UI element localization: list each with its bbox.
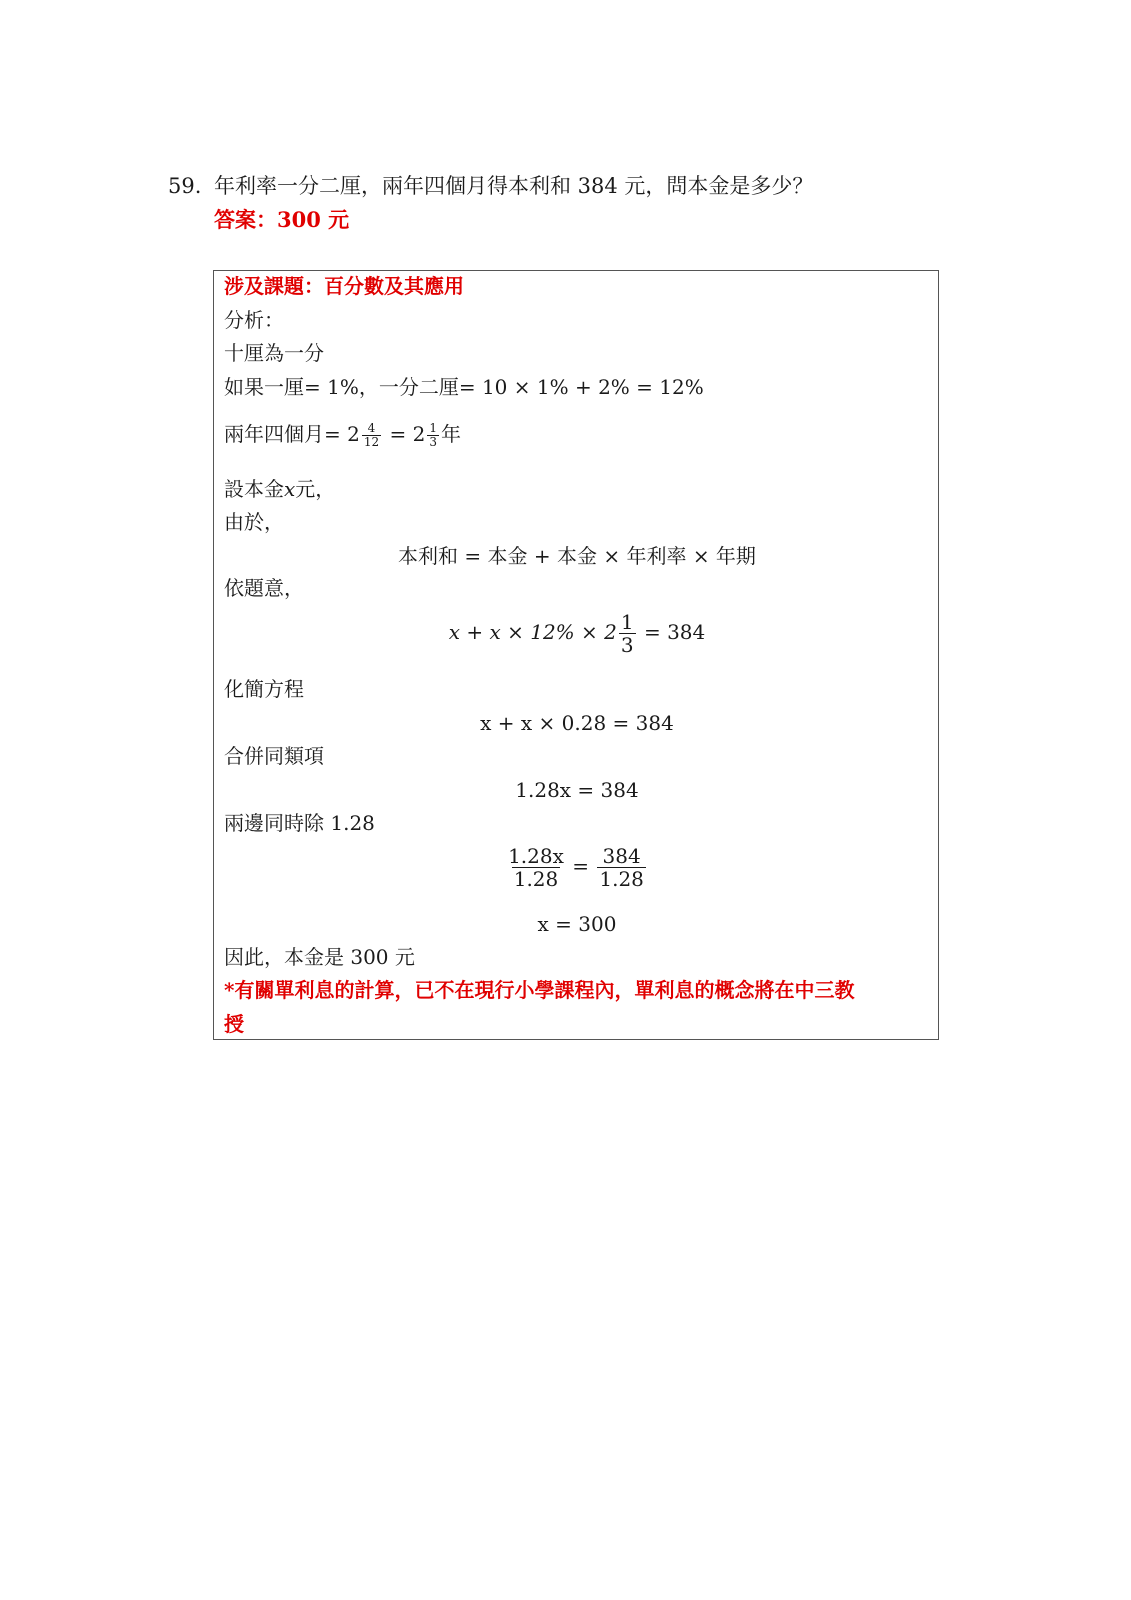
equation-2: x + x × 0.28 = 384 xyxy=(480,711,674,735)
note-continued: 授 xyxy=(224,1012,244,1036)
text-line-mixed-fraction: 兩年四個月= 2 $\frac{4}{12}$ = 2 $\frac{1}{3}$ 年 xyxy=(224,420,461,449)
equation-1: x + x × 12% × 2 $\frac{1}{3}$ = 384 xyxy=(448,610,706,657)
fraction: $\frac{1}{3}$ xyxy=(429,420,437,449)
conclusion: 因此，本金是 300 元 xyxy=(224,945,415,969)
note: *有關單利息的計算，已不在現行小學課程內，單利息的概念將在中三教 xyxy=(224,978,855,1002)
formula: 本利和 = 本金 + 本金 × 年利率 × 年期 xyxy=(398,544,756,568)
fraction: $\frac{1}{3}$ xyxy=(620,610,634,657)
fraction: $\frac{1.28x}{1.28}$ xyxy=(508,844,564,891)
text-line: 化簡方程 xyxy=(224,677,304,701)
fraction: $\frac{384}{1.28}$ xyxy=(599,844,644,891)
text-line: 如果一厘= 1%，一分二厘= 10 × 1% + 2% = 12% xyxy=(224,375,704,399)
equation-5: x = 300 xyxy=(537,912,617,936)
text-line: 合併同類項 xyxy=(224,744,324,768)
equation-3: 1.28x = 384 xyxy=(515,778,639,802)
answer: 答案：300 元 xyxy=(214,207,350,232)
solution-box xyxy=(213,270,939,1040)
fraction: $\frac{4}{12}$ xyxy=(363,420,380,449)
text-line: 依題意， xyxy=(224,576,304,600)
question-number: 59. xyxy=(168,174,202,198)
text-line: 兩邊同時除 1.28 xyxy=(224,811,375,835)
analysis-label: 分析： xyxy=(224,308,284,332)
question xyxy=(168,172,813,200)
text-line: 由於， xyxy=(224,510,284,534)
equation-4: $\frac{1.28x}{1.28}$ = $\frac{384}{1.28}$ xyxy=(508,844,644,891)
text-line: 十厘為一分 xyxy=(224,341,324,365)
question-text: 年利率一分二厘，兩年四個月得本利和 384 元，問本金是多少？ xyxy=(214,174,814,198)
topic-heading: 涉及課題：百分數及其應用 xyxy=(224,274,464,298)
text-line: 設本金x元， xyxy=(224,477,336,501)
